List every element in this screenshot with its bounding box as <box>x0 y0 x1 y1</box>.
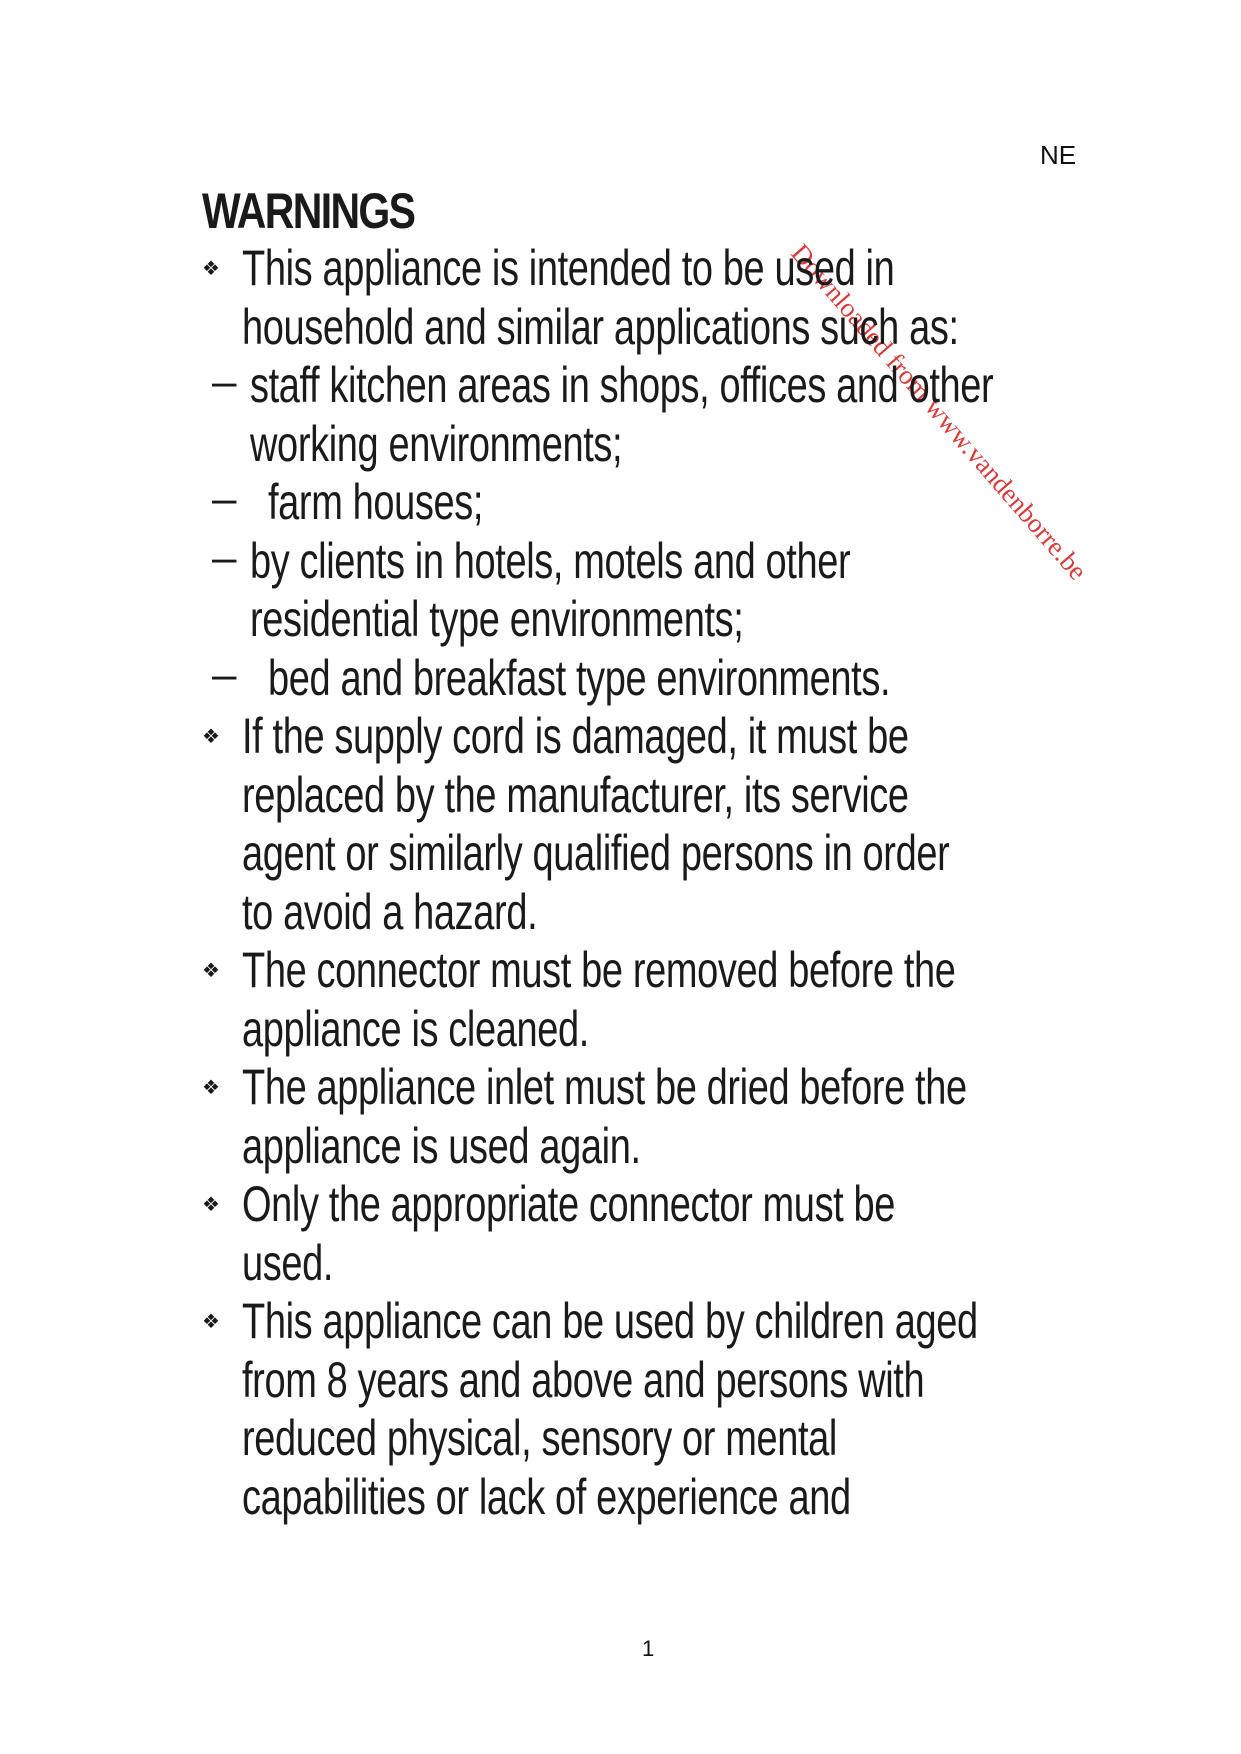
continuation-line <box>202 824 1082 883</box>
warning-text: household and similar applications such as: <box>242 298 959 355</box>
warning-text: agent or similarly qualified persons in order <box>242 825 950 881</box>
warnings-list <box>202 239 1082 1526</box>
warning-text: used. <box>242 1234 334 1291</box>
diamond-bullet-icon: ❖ <box>202 960 220 982</box>
dash-bullet-icon: – <box>212 474 237 523</box>
dash-item-line <box>202 649 1082 708</box>
diamond-bullet-icon: ❖ <box>202 1311 220 1333</box>
warning-text: working environments; <box>250 415 623 472</box>
continuation-line <box>202 766 1082 825</box>
warning-text: to avoid a hazard. <box>242 883 538 940</box>
continuation-line <box>202 1000 1082 1059</box>
bullet-item-line <box>202 1058 1082 1117</box>
warning-text: Only the appropriate connector must be <box>242 1176 896 1232</box>
bullet-item-line <box>202 1292 1082 1351</box>
continuation-line <box>202 1234 1082 1293</box>
diamond-bullet-icon: ❖ <box>202 726 220 748</box>
warning-text: This appliance can be used by children aged <box>242 1293 978 1349</box>
language-code: NE <box>1040 140 1077 170</box>
warning-text: farm houses; <box>268 474 484 530</box>
warning-text: If the supply cord is damaged, it must be <box>242 708 909 764</box>
warning-text: appliance is used again. <box>242 1117 641 1174</box>
download-watermark: Downloaded from www.vandenborre.be <box>785 238 1094 586</box>
warnings-heading: WARNINGS <box>202 183 415 239</box>
warning-text: The connector must be removed before the <box>242 942 956 998</box>
warning-text: staff kitchen areas in shops, offices and other <box>250 357 994 413</box>
diamond-bullet-icon: ❖ <box>202 1194 220 1216</box>
bullet-item-line <box>202 239 1082 298</box>
warning-text: capabilities or lack of experience and <box>242 1468 851 1525</box>
bullet-item-line <box>202 941 1082 1000</box>
continuation-line <box>202 1409 1082 1468</box>
warning-text: from 8 years and above and persons with <box>242 1351 925 1408</box>
warning-text: reduced physical, sensory or mental <box>242 1410 837 1466</box>
diamond-bullet-icon: ❖ <box>202 1077 220 1099</box>
continuation-line <box>202 1468 1082 1527</box>
dash-item-line <box>202 356 1082 415</box>
dash-bullet-icon: – <box>212 532 237 582</box>
page-number: 1 <box>642 1636 655 1661</box>
continuation-line <box>202 415 1082 474</box>
continuation-line <box>202 1351 1082 1410</box>
warnings-section <box>202 183 1082 1526</box>
continuation-line <box>202 883 1082 942</box>
bullet-item-line <box>202 707 1082 766</box>
dash-bullet-icon: – <box>212 357 237 406</box>
warning-text: by clients in hotels, motels and other <box>250 532 851 589</box>
continuation-line <box>202 590 1082 649</box>
continuation-line <box>202 1117 1082 1176</box>
dash-bullet-icon: – <box>212 649 237 699</box>
warning-text: bed and breakfast type environments. <box>268 649 891 706</box>
warning-text: appliance is cleaned. <box>242 1000 589 1057</box>
warning-text: This appliance is intended to be used in <box>242 240 895 296</box>
warning-text: replaced by the manufacturer, its service <box>242 766 909 823</box>
dash-item-line <box>202 473 1082 532</box>
continuation-line <box>202 298 1082 357</box>
bullet-item-line <box>202 1175 1082 1234</box>
dash-item-line <box>202 532 1082 591</box>
warning-text: residential type environments; <box>250 591 744 647</box>
diamond-bullet-icon: ❖ <box>202 258 220 280</box>
warning-text: The appliance inlet must be dried before the <box>242 1059 967 1115</box>
